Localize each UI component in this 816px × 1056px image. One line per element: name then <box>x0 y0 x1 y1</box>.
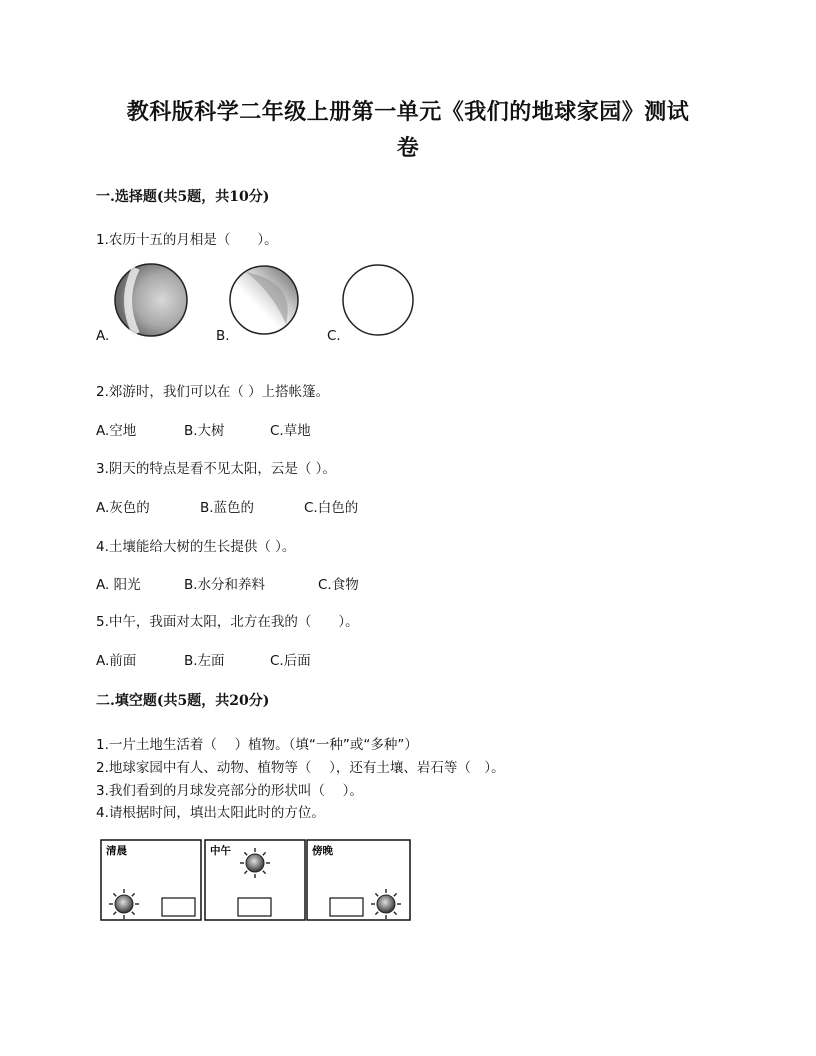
moon-b-image <box>230 266 298 334</box>
option-1-4-c: C.食物 <box>318 577 359 593</box>
answer-box-noon[interactable] <box>238 898 271 916</box>
panel-label-noon: 中午 <box>210 845 231 857</box>
question-1-4: 4.土壤能给大树的生长提供（ ）。 <box>96 539 296 555</box>
title-line-2: 卷 <box>396 135 420 161</box>
option-1-2-a: A.空地 <box>96 423 137 439</box>
option-1-5-a: A.前面 <box>96 653 137 669</box>
sun-position-diagram <box>100 838 412 924</box>
question-1-1: 1.农历十五的月相是（ ）。 <box>96 232 278 248</box>
section2-heading: 二.填空题(共5题，共20分) <box>96 693 270 709</box>
option-1-1-b: B. <box>216 328 230 344</box>
option-1-1-c: C. <box>327 328 341 344</box>
question-2-4: 4.请根据时间，填出太阳此时的方位。 <box>96 805 325 821</box>
option-1-3-b: B.蓝色的 <box>200 500 255 516</box>
question-2-1: 1.一片土地生活着（ ）植物。（填“一种”或“多种”） <box>96 737 418 753</box>
answer-box-morning[interactable] <box>162 898 195 916</box>
option-1-5-b: B.左面 <box>184 653 225 669</box>
moon-phase-images <box>96 262 426 352</box>
option-1-3-c: C.白色的 <box>304 500 359 516</box>
option-1-5-c: C.后面 <box>270 653 311 669</box>
option-1-4-a: A. 阳光 <box>96 577 141 593</box>
section1-heading: 一.选择题(共5题，共10分) <box>96 189 270 205</box>
question-1-2: 2.郊游时，我们可以在（ ）上搭帐篷。 <box>96 384 330 400</box>
title-line-1: 教科版科学二年级上册第一单元《我们的地球家园》测试 <box>126 99 690 125</box>
answer-box-evening[interactable] <box>330 898 363 916</box>
question-1-3: 3.阴天的特点是看不见太阳，云是（ ）。 <box>96 461 336 477</box>
option-1-1-a: A. <box>96 328 110 344</box>
option-1-2-c: C.草地 <box>270 423 311 439</box>
option-1-2-b: B.大树 <box>184 423 225 439</box>
option-1-3-a: A.灰色的 <box>96 500 150 516</box>
panel-label-evening: 傍晚 <box>312 845 333 857</box>
panel-label-morning: 清晨 <box>106 845 127 857</box>
question-2-2: 2.地球家园中有人、动物、植物等（ ），还有土壤、岩石等（ ）。 <box>96 760 505 776</box>
page-title <box>100 94 716 166</box>
moon-c-image <box>343 265 413 335</box>
question-2-3: 3.我们看到的月球发亮部分的形状叫（ ）。 <box>96 783 363 799</box>
moon-a-image <box>115 264 187 336</box>
question-1-5: 5.中午，我面对太阳，北方在我的（ ）。 <box>96 614 359 630</box>
option-1-4-b: B.水分和养料 <box>184 577 266 593</box>
